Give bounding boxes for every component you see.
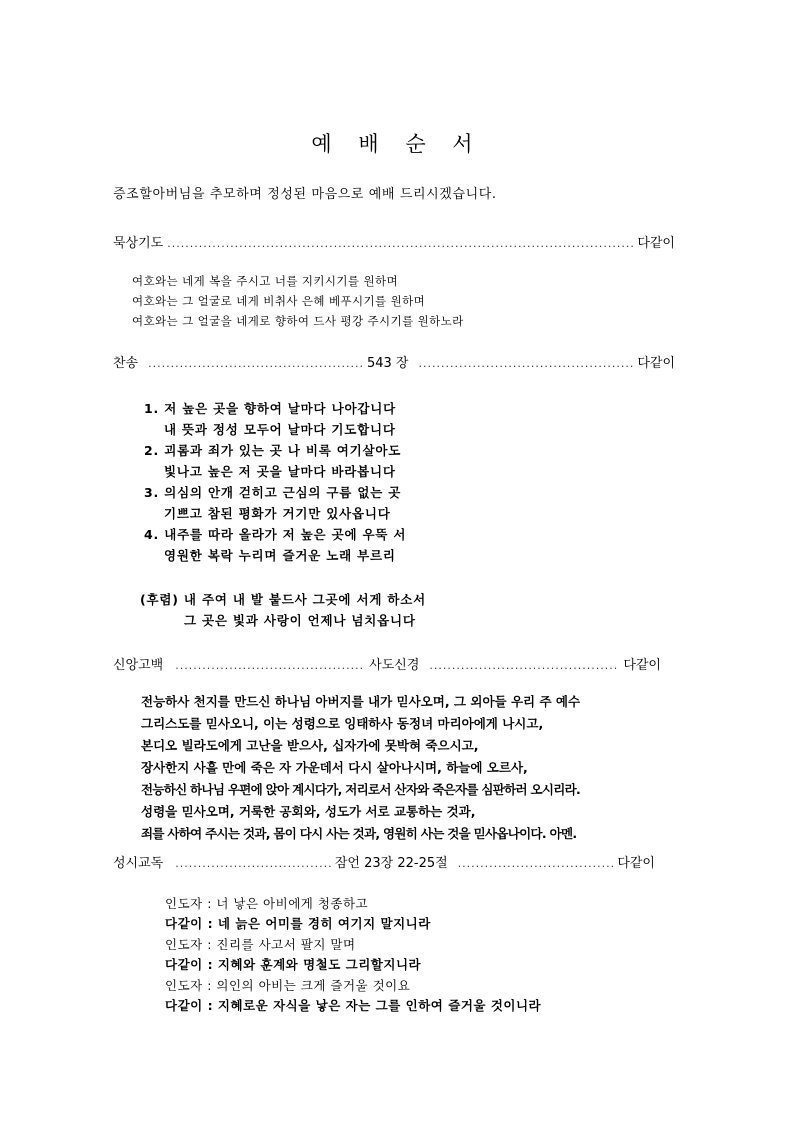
leader-dots bbox=[458, 857, 614, 870]
hymn-line: 기쁘고 참된 평화가 거기만 있사옵니다 bbox=[164, 506, 391, 521]
reading-line: 인도자 : 너 낳은 아비에게 청종하고 bbox=[165, 896, 369, 911]
section-performer: 다같이 bbox=[617, 856, 655, 871]
section-performer: 다같이 bbox=[623, 658, 661, 673]
leader-dots bbox=[175, 857, 331, 870]
hymn-line: 1. 저 높은 곳을 향하여 날마다 나아갑니다 bbox=[144, 401, 396, 416]
leader-dots bbox=[175, 659, 365, 672]
section-silent-prayer bbox=[113, 232, 675, 251]
reading-line: 인도자 : 의인의 아비는 크게 즐거울 것이요 bbox=[165, 978, 411, 993]
creed-line: 전능하사 천지를 만드신 하나님 아버지를 내가 믿사오며, 그 외아들 우리 주 예수 bbox=[141, 694, 581, 709]
hymn-line: 4. 내주를 따라 올라가 저 높은 곳에 우뚝 서 bbox=[144, 527, 407, 542]
blessing-line: 여호와는 그 얼굴을 네게로 향하여 드사 평강 주시기를 원하노라 bbox=[132, 314, 464, 328]
page-title: 예 배 순 서 bbox=[311, 132, 483, 156]
hymn-line: 빛나고 높은 저 곳을 날마다 바라봅니다 bbox=[164, 464, 396, 479]
scripture-reference: 잠언 23장 22-25절 bbox=[334, 856, 448, 871]
leader-dots bbox=[167, 237, 633, 250]
section-performer: 다같이 bbox=[637, 356, 676, 371]
section-label: 신앙고백 bbox=[113, 658, 164, 673]
reading-line: 인도자 : 진리를 사고서 팔지 말며 bbox=[165, 937, 356, 952]
reading-line: 다같이 : 네 늙은 어미를 경히 여기지 말지니라 bbox=[165, 916, 431, 931]
blessing-line: 여호와는 그 얼굴로 네게 비취사 은혜 베푸시기를 원하며 bbox=[132, 294, 426, 308]
refrain-line: 그 곳은 빛과 사랑이 언제나 넘치옵니다 bbox=[184, 613, 416, 628]
reading-line: 다같이 : 지혜와 훈계와 명철도 그리할지니라 bbox=[165, 957, 422, 972]
section-label: 성시교독 bbox=[113, 856, 164, 871]
hymn-line: 3. 의심의 안개 걷히고 근심의 구름 없는 곳 bbox=[144, 485, 402, 500]
creed-line: 전능하신 하나님 우편에 앉아 계시다가, 저리로서 산자와 죽은자를 심판하러 오시리라. bbox=[141, 782, 581, 797]
hymn-number: 543 장 bbox=[366, 356, 409, 371]
blessing-line: 여호와는 네게 복을 주시고 너를 지키시기를 원하며 bbox=[132, 274, 399, 288]
section-label: 찬송 bbox=[113, 356, 139, 371]
hymn-line: 내 뜻과 정성 모두어 날마다 기도합니다 bbox=[164, 422, 396, 437]
section-creed bbox=[113, 654, 661, 673]
section-performer: 다같이 bbox=[637, 236, 675, 251]
section-reading bbox=[113, 852, 655, 871]
refrain-line: (후렴) 내 주여 내 발 붙드사 그곳에 서게 하소서 bbox=[140, 592, 426, 607]
section-label: 묵상기도 bbox=[113, 236, 164, 251]
hymn-line: 2. 괴롬과 죄가 있는 곳 나 비록 여기살아도 bbox=[144, 443, 402, 458]
creed-line: 본디오 빌라도에게 고난을 받으사, 십자가에 못박혀 죽으시고, bbox=[141, 738, 479, 753]
creed-name: 사도신경 bbox=[369, 658, 420, 673]
creed-line: 죄를 사하여 주시는 것과, 몸이 다시 사는 것과, 영원히 사는 것을 믿사옵나이다. 아멘. bbox=[141, 826, 577, 841]
creed-line: 그리스도를 믿사오니, 이는 성령으로 잉태하사 동정녀 마리아에게 나시고, bbox=[141, 716, 544, 731]
leader-dots bbox=[148, 357, 363, 370]
section-hymn bbox=[113, 352, 675, 371]
creed-line: 장사한지 사흘 만에 죽은 자 가운데서 다시 살아나시며, 하늘에 오르사, bbox=[141, 760, 528, 775]
reading-line: 다같이 : 지혜로운 자식을 낳은 자는 그를 인하여 즐거울 것이니라 bbox=[165, 998, 542, 1013]
creed-line: 성령을 믿사오며, 거룩한 공회와, 성도가 서로 교통하는 것과, bbox=[141, 804, 476, 819]
hymn-line: 영원한 복락 누리며 즐거운 노래 부르리 bbox=[164, 548, 396, 563]
leader-dots bbox=[429, 659, 619, 672]
leader-dots bbox=[418, 357, 633, 370]
intro-text: 증조할아버님을 추모하며 정성된 마음으로 예배 드리시겠습니다. bbox=[113, 187, 497, 202]
